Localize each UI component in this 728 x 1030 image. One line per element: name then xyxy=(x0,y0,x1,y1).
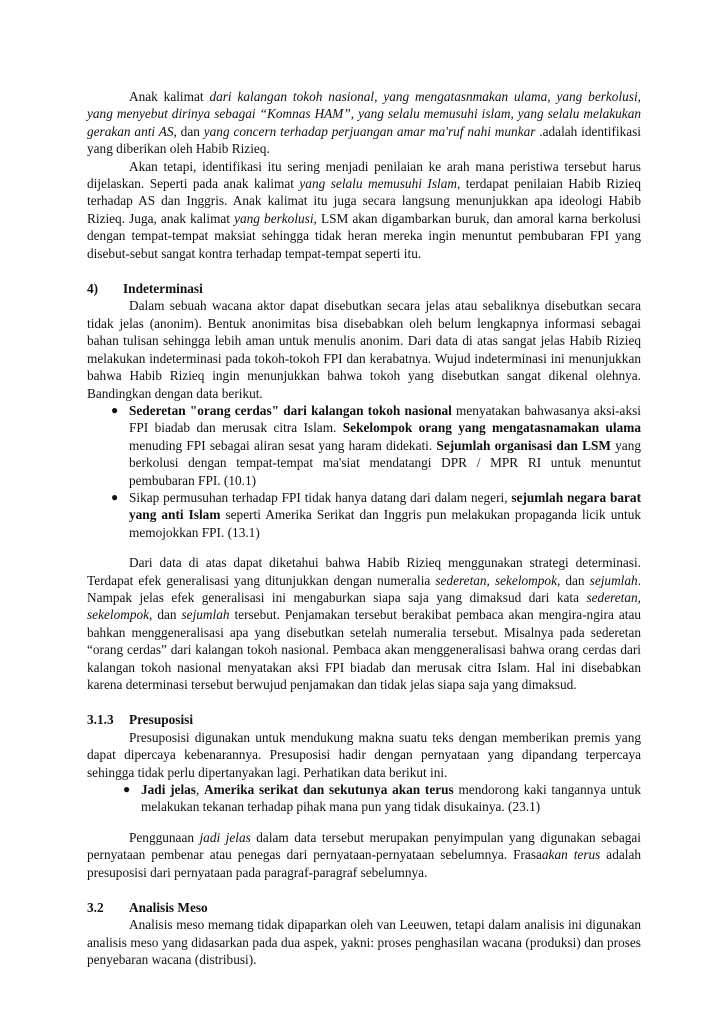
text: , terdapat penilaian Habib Rizieq terhadap AS dan Inggris. Anak kalimat itu juga secara langsung menunjukkan apa ideologi Habib Rizieq. Juga, anak kalimat xyxy=(87,176,641,226)
text: dalam data tersebut merupakan penyimpulan yang digunakan sebagai pernyataan pembenar atau penegas dari pernyataan-pernyataan sebelumnya. Frasa xyxy=(87,829,641,863)
section-number: 4) xyxy=(87,281,99,297)
bold-text: Sederetan "orang cerdas" dari kalangan tokoh nasional xyxy=(129,402,452,418)
paragraph-identifikasi xyxy=(87,88,641,158)
paragraph-penilaian xyxy=(87,158,641,262)
paragraph-presuposisi: Presuposisi digunakan untuk mendukung makna suatu teks dengan memberikan premis yang dapat dipercaya kebenarannya. Presuposisi hadir dengan pernyataan yang dipandang terpercaya sehingga tidak perlu dipertanyakan lagi. Perhatikan data berikut ini. xyxy=(87,729,641,780)
document-body xyxy=(87,88,641,969)
italic-text: yang berkolusi xyxy=(234,210,314,226)
text: dan xyxy=(152,607,182,623)
text: menuding FPI sebagai aliran sesat yang haram didekati. xyxy=(129,437,437,453)
text: menyatakan bahwasanya aksi-aksi FPI biadab dan merusak citra Islam. xyxy=(129,402,641,436)
text: tersebut. Penjamakan tersebut berakibat pembaca akan mengira-ngira atau bahkan menggeneralisasi apa yang disebutkan setelah numeralia tersebut. Misalnya pada sederetan “orang cerdas” dari kalangan tokoh nasional. Pembaca akan menggeneralisasi bahwa orang cerdas dari kalangan tokoh nasional menyatakan aksi FPI biadab dan merusak citra Islam. Hal ini disebabkan karena determinasi tersebut berwujud penjamakan dan tidak jelas siapa saja yang dimaksud. xyxy=(87,607,641,692)
text: seperti Amerika Serikat dan Inggris pun melakukan propaganda licik untuk memojokkan FPI. (13.1) xyxy=(129,507,641,540)
section-number: 3.2 xyxy=(87,900,104,916)
bullet-icon: ● xyxy=(111,402,119,417)
italic-text: yang concern terhadap perjuangan amar ma'ruf nahi munkar xyxy=(203,123,536,139)
text: Anak kalimat xyxy=(129,89,210,104)
text: Dari data di atas dapat diketahui bahwa Habib Rizieq menggunakan strategi determinasi. Terdapat efek generalisasi yang ditunjukkan dengan numeralia xyxy=(87,555,641,588)
italic-text: akan terus xyxy=(541,847,601,863)
text: . Nampak jelas efek generalisasi ini mengaburkan siapa saja yang dimaksud dari kata xyxy=(87,572,641,605)
bold-text: Amerika serikat dan sekutunya akan terus xyxy=(204,782,454,798)
section-title: Analisis Meso xyxy=(129,900,208,916)
italic-text: sejumlah xyxy=(181,607,230,623)
list-item xyxy=(87,781,641,816)
paragraph-anonimitas: Dalam sebuah wacana aktor dapat disebutkan secara jelas atau sebaliknya disebutkan secara tidak jelas (anonim). Bentuk anonimitas bisa disebabkan oleh belum lengkapnya informasi sebagai bahan tulisan sehingga lebih aman untuk menulis anonim. Dari data di atas sangat jelas Habib Rizieq melakukan indeterminasi pada tokoh-tokoh FPI dan kerabatnya. Wujud indeterminasi ini menunjukkan bahwa Habib Rizieq ingin menunjukkan bahwa tokoh yang disebutkan sangat dikenal olehnya. Bandingkan dengan data berikut. xyxy=(87,298,641,401)
italic-text: sejumlah xyxy=(589,572,638,588)
section-title: Indeterminasi xyxy=(123,281,203,297)
text: dan xyxy=(560,572,590,588)
section-title: Presuposisi xyxy=(129,712,194,728)
text: , xyxy=(195,782,205,798)
text: Akan tetapi, identifikasi itu sering menjadi penilaian ke arah mana peristiwa tersebut harus dijelaskan. Seperti pada anak kalimat xyxy=(87,158,641,192)
data-list-2 xyxy=(87,781,641,816)
paragraph-determinasi xyxy=(87,554,641,693)
section-heading-presuposisi xyxy=(87,711,641,728)
section-heading-indeterminasi xyxy=(87,280,641,297)
section-number: 3.1.3 xyxy=(87,712,114,728)
bold-text: Jadi jelas xyxy=(141,782,196,798)
bold-text: sejumlah negara barat yang anti Islam xyxy=(129,489,641,523)
text: .adalah identifikasi yang diberikan oleh Habib Rizieq. xyxy=(87,123,641,157)
text: Sikap permusuhan terhadap FPI tidak hanya datang dari dalam negeri, xyxy=(129,489,512,505)
paragraph-penggunaan xyxy=(87,829,641,881)
paragraph-analisis-meso: Analisis meso memang tidak dipaparkan oleh van Leeuwen, tetapi dalam analisis ini digunakan analisis meso yang didasarkan pada dua aspek, yakni: proses penghasilan wacana (produksi) dan proses penyebaran wacana (distribusi). xyxy=(87,917,641,968)
italic-text: jadi jelas xyxy=(199,829,251,845)
text: , LSM akan digambarkan buruk, dan amoral karna berkolusi dengan tempat-tempat maksiat sehingga tidak heran mereka ingin menuntut pembubaran FPI yang disebut-sebut sangat kontra terhadap tempat-tempat seperti itu. xyxy=(87,210,641,261)
text: yang berkolusi dengan tempat-tempat ma'siat mendatangi DPR / MPR RI untuk menuntut pembubaran FPI. (10.1) xyxy=(129,437,641,488)
bullet-icon: ● xyxy=(123,782,131,797)
text: adalah presuposisi dari pernyataan pada paragraf-paragraf sebelumnya. xyxy=(87,847,641,880)
text: dan xyxy=(176,123,204,139)
italic-text: sederetan, sekelompok, xyxy=(435,572,561,588)
text: Penggunaan xyxy=(129,829,200,845)
italic-text: sederetan, sekelompok, xyxy=(87,589,641,623)
italic-text: yang selalu memusuhi Islam xyxy=(299,176,457,192)
list-item xyxy=(87,489,641,541)
italic-text: dari kalangan tokoh nasional, yang mengatasnmakan ulama, yang berkolusi, yang menyebut dirinya sebagai “Komnas HAM”, yang selalu memusuhi islam, yang selalu melakukan gerakan anti AS, xyxy=(87,89,641,139)
bullet-icon: ● xyxy=(111,489,119,504)
text: mendorong kaki tangannya untuk melakukan tekanan terhadap pihak mana pun yang tidak disukainya. (23.1) xyxy=(141,782,642,815)
section-heading-analisis-meso xyxy=(87,899,641,916)
bold-text: Sejumlah organisasi dan LSM xyxy=(436,437,611,453)
list-item xyxy=(87,402,641,489)
bold-text: Sekelompok orang yang mengatasnamakan ulama xyxy=(342,420,641,436)
data-list-1 xyxy=(87,402,641,541)
